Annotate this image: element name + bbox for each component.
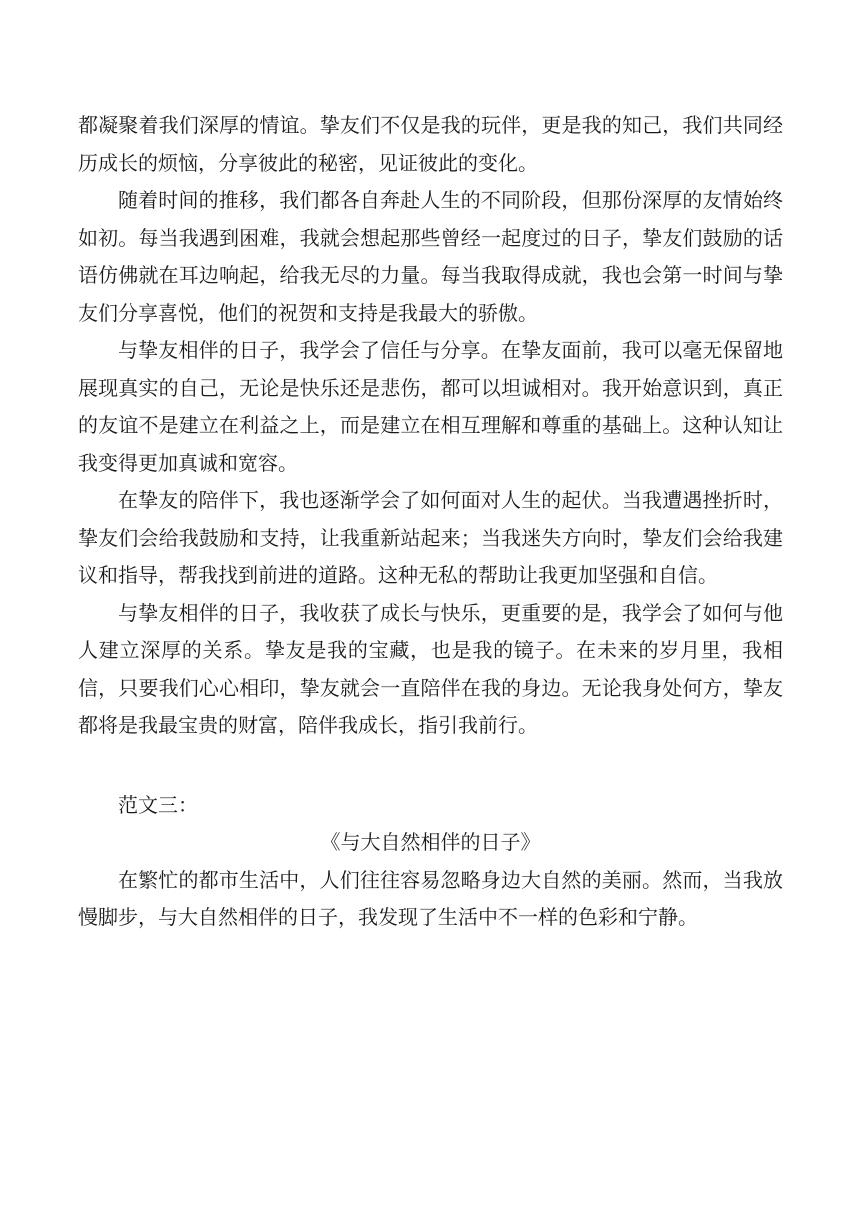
document-body (78, 107, 783, 937)
paragraph-2: 随着时间的推移，我们都各自奔赴人生的不同阶段，但那份深厚的友情始终如初。每当我遇到困难，我就会想起那些曾经一起度过的日子，挚友们鼓励的话语仿佛就在耳边响起，给我无尽的力量。每当我取得成就，我也会第一时间与挚友们分享喜悦，他们的祝贺和支持是我最大的骄傲。 (78, 188, 783, 325)
section-spacer (78, 745, 783, 787)
paragraph-4: 在挚友的陪伴下，我也逐渐学会了如何面对人生的起伏。当我遭遇挫折时，挚友们会给我鼓励和支持，让我重新站起来；当我迷失方向时，挚友们会给我建议和指导，帮我找到前进的道路。这种无私的帮助让我更加坚强和自信。 (78, 488, 783, 587)
essay-title: 《与大自然相伴的日子》 (320, 830, 541, 854)
paragraph-5: 与挚友相伴的日子，我收获了成长与快乐，更重要的是，我学会了如何与他人建立深厚的关系。挚友是我的宝藏，也是我的镜子。在未来的岁月里，我相信，只要我们心心相印，挚友就会一直陪伴在我的身边。无论我身处何方，挚友都将是我最宝贵的财富，陪伴我成长，指引我前行。 (78, 600, 783, 737)
paragraph-6: 在繁忙的都市生活中，人们往往容易忽略身边大自然的美丽。然而，当我放慢脚步，与大自然相伴的日子，我发现了生活中不一样的色彩和宁静。 (78, 867, 783, 929)
paragraph-1: 都凝聚着我们深厚的情谊。挚友们不仅是我的玩伴，更是我的知己，我们共同经历成长的烦恼，分享彼此的秘密，见证彼此的变化。 (78, 113, 783, 175)
section-label: 范文三： (118, 792, 198, 817)
paragraph-3: 与挚友相伴的日子，我学会了信任与分享。在挚友面前，我可以毫无保留地展现真实的自己，无论是快乐还是悲伤，都可以坦诚相对。我开始意识到，真正的友谊不是建立在利益之上，而是建立在相互理解和尊重的基础上。这种认知让我变得更加真诚和宽容。 (78, 338, 783, 475)
